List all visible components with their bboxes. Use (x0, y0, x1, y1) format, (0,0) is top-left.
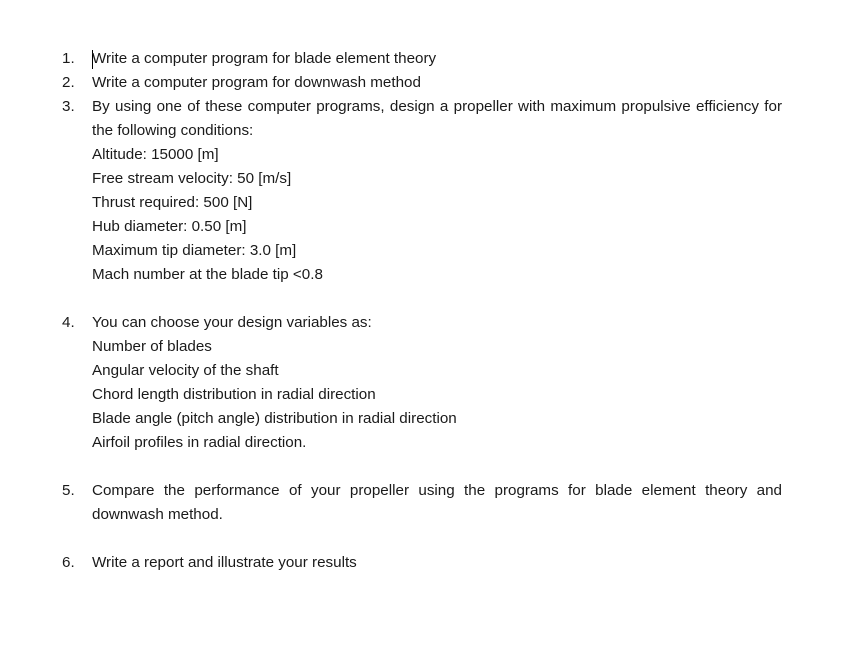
list-text: Write a computer program for blade element theory (92, 50, 437, 67)
list-item-6 (0, 551, 782, 575)
list-number: 1. (62, 50, 75, 67)
condition-thrust-required: Thrust required: 500 [N] (92, 194, 253, 211)
list-text: You can choose your design variables as: (92, 314, 372, 331)
list-number: 5. (62, 482, 75, 499)
document-page (0, 47, 854, 575)
list-item-1 (0, 47, 782, 71)
list-item-5 (0, 479, 782, 527)
variable-angular-velocity: Angular velocity of the shaft (92, 362, 279, 379)
list-text: Write a report and illustrate your results (92, 554, 357, 571)
condition-tip-mach: Mach number at the blade tip <0.8 (92, 266, 323, 283)
list-text: Compare the performance of your propeller using the programs for blade element theory and downwash method. (92, 482, 782, 523)
list-item-2 (0, 71, 782, 95)
condition-altitude: Altitude: 15000 [m] (92, 146, 219, 163)
list-item-3 (0, 95, 782, 287)
list-number: 3. (62, 98, 75, 115)
variable-number-of-blades: Number of blades (92, 338, 212, 355)
condition-hub-diameter: Hub diameter: 0.50 [m] (92, 218, 247, 235)
list-text: Write a computer program for downwash method (92, 74, 421, 91)
list-number: 4. (62, 314, 75, 331)
spacer (0, 527, 854, 551)
variable-blade-angle: Blade angle (pitch angle) distribution in radial direction (92, 410, 457, 427)
spacer (0, 287, 854, 311)
list-number: 6. (62, 554, 75, 571)
spacer (0, 455, 854, 479)
variable-chord-distribution: Chord length distribution in radial direction (92, 386, 376, 403)
condition-max-tip-diameter: Maximum tip diameter: 3.0 [m] (92, 242, 297, 259)
variable-airfoil-profiles: Airfoil profiles in radial direction. (92, 434, 307, 451)
list-text: By using one of these computer programs, design a propeller with maximum propulsive efficiency for the following conditions: (92, 98, 782, 139)
list-number: 2. (62, 74, 75, 91)
list-item-4 (0, 311, 782, 455)
condition-free-stream-velocity: Free stream velocity: 50 [m/s] (92, 170, 292, 187)
